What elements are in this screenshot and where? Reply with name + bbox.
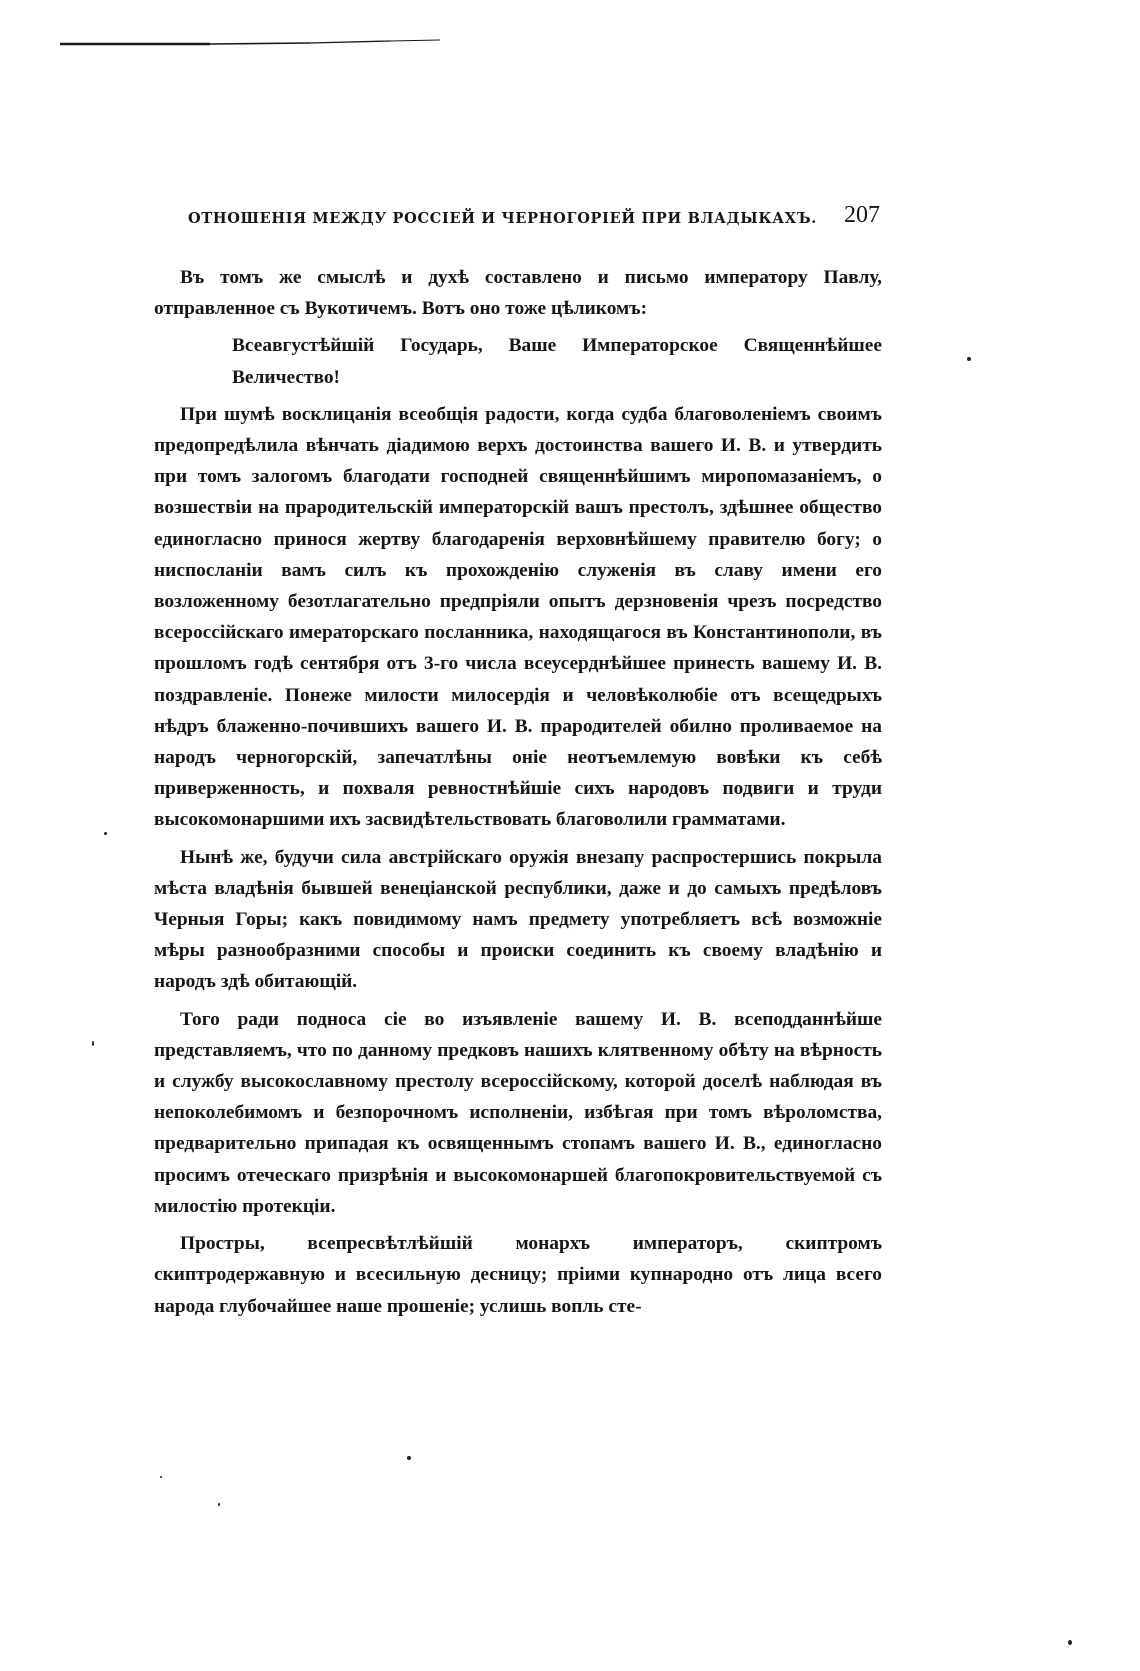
scan-speck [160,1476,162,1478]
scan-speck [218,1503,220,1506]
letter-paragraph: Нынѣ же, будучи сила австрійскаго оружія внезапу распростершись покрыла мѣста владѣнія бывшей венеціанской республики, даже и до самыхъ предѣловъ Черныя Горы; какъ повидимому намъ предмету употребляетъ всѣ возможніе мѣры разнообразними способы и происки соединить къ своему владѣнію и народъ здѣ обитающій. [154,846,882,993]
scan-speck [104,832,107,835]
running-title: ОТНОШЕНІЯ МЕЖДУ РОССІЕЙ И ЧЕРНОГОРІЕЙ ПРИ ВЛАДЫКАХЪ. [188,210,818,227]
letter-paragraph: Того ради подноса сіе во изъявленіе вашему И. В. всеподданнѣйше представляемъ, что по данному предковъ нашихъ клятвенному обѣту на вѣрность и службу высокославному престолу всероссійскому, которой доселѣ наблюдая въ непоколебимомъ и безпорочномъ исполненіи, избѣгая при томъ вѣроломства, предварительно припадая къ освященнымъ стопамъ вашего И. В., единогласно просимъ отеческаго призрѣнія и высокомонаршей благопокровительствуемой съ милостію протекціи. [154,1008,882,1217]
scan-speck [407,1456,411,1460]
scan-border-rule [60,38,460,50]
page-header [188,202,880,238]
scan-speck [1068,1640,1072,1645]
scan-speck [967,357,971,361]
letter-salutation: Всеавгустѣйшій Государь, Ваше Императорское Священнѣйшее Величество! [232,335,882,388]
page-number: 207 [844,202,880,228]
letter-paragraph: Простры, всепресвѣтлѣйшій монархъ императоръ, скиптромъ скиптродержавную и всесильную десницу; пріими купнародно отъ лица всего народа глубочайшее наше прошеніе; услишь вопль сте- [154,1233,882,1317]
letter-paragraph: При шумѣ восклицанія всеобщія радости, когда судба благоволеніемъ своимъ предопредѣлила вѣнчать діадимою верхъ достоинства вашего И. В. и утвердить при томъ залогомъ благодати господней священнѣйшимъ миропомазаніемъ, о возшествіи на прародительскій императорскій вашъ престолъ, здѣшнее общество единогласно принося жертву благодаренія верховнѣйшему правителю богу; о ниспосланіи вамъ силъ къ прохожденію служенія въ славу имени его возложенному безотлагательно предпріяли опытъ дерзновенія чрезъ посредство всероссійскаго имераторскаго посланника, находящагося въ Константинополи, въ прошломъ годѣ сентября отъ 3-го числа всеусерднѣйшее принесть вашему И. В. поздравленіе. Понеже милости милосердія и человѣколюбіе отъ всещедрыхъ нѣдръ блаженно-почившихъ вашего И. В. прародителей обилно проливаемое на народъ черногорскій, запечатлѣны оніе неотъемлемую вовѣки къ себѣ приверженность, и похваля ревностнѣйшіе сихъ народовъ подвиги и труди высокомонаршими ихъ засвидѣтельствовать благоволили грамматами. [154,403,882,831]
intro-paragraph: Въ томъ же смыслѣ и духѣ составлено и письмо императору Павлу, отправленное съ Вукотичемъ. Вотъ оно тоже цѣликомъ: [154,267,882,320]
body-text [154,262,882,1322]
scan-speck [92,1041,94,1046]
